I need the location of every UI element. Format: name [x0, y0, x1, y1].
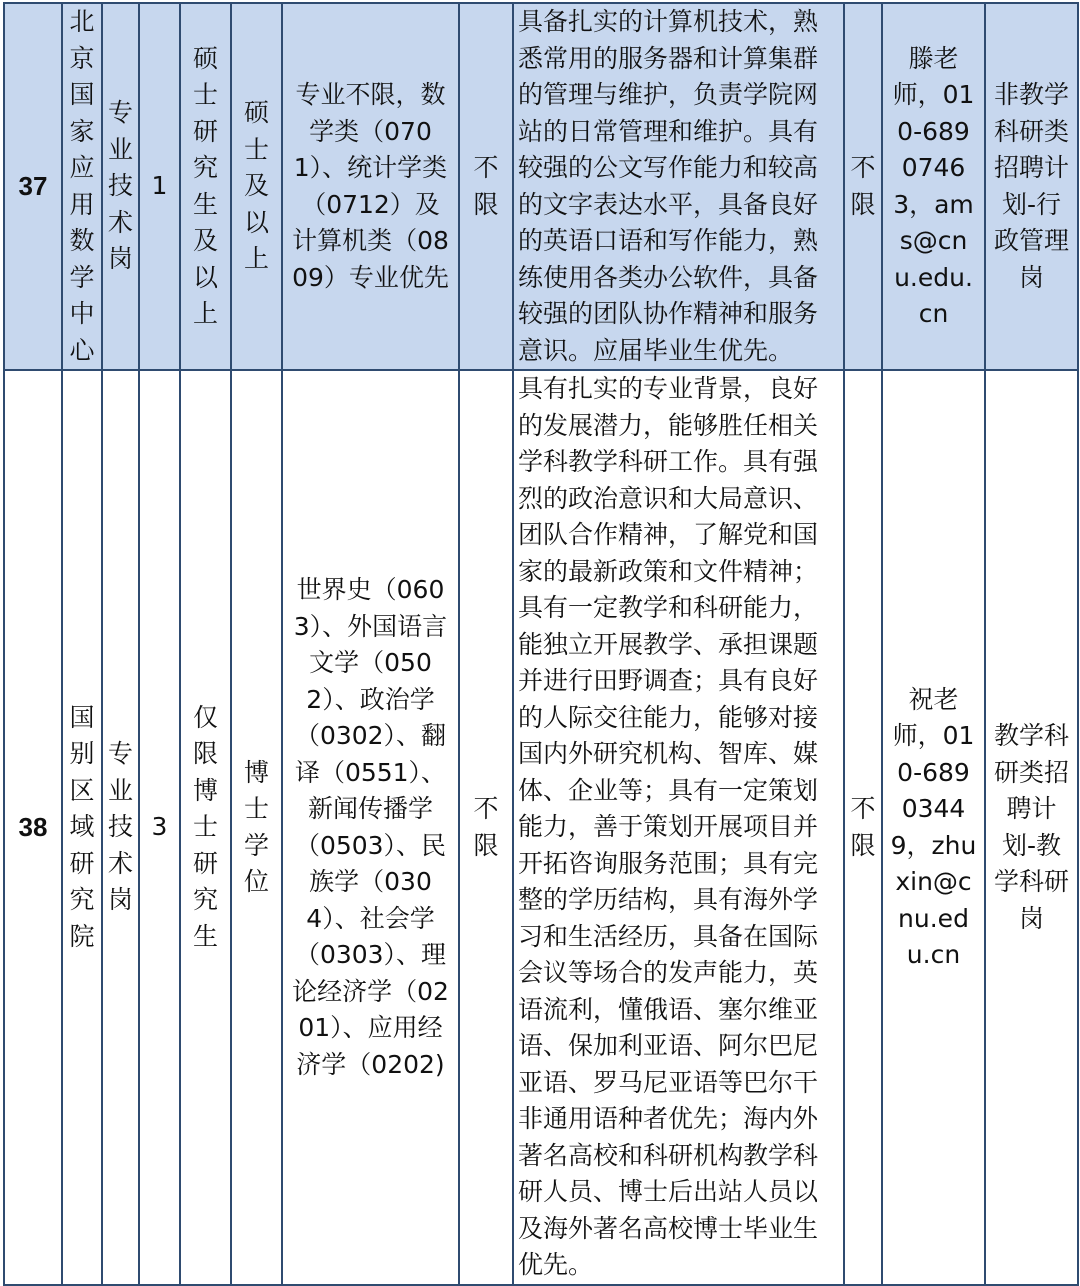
post-type-cell	[102, 370, 139, 1285]
degree-cell	[231, 370, 282, 1285]
major-text: 世界史（0603）、外国语言文学（0502）、政治学（0302）、翻译（0551）、新闻传播学（0503）、民族学（0304）、社会学（0303）、理论经济学（0201）、应用经济学（0202)	[292, 575, 449, 1079]
plan-text: 非教学科研类招聘计划-行政管理岗	[993, 80, 1069, 292]
degree-text: 硕士及以上	[243, 98, 269, 274]
education-cell	[180, 370, 231, 1285]
requirements-cell	[513, 3, 844, 370]
contact-text: 滕老师，010-68907463，ams@cnu.edu.cn	[892, 43, 975, 328]
row-number: 37	[4, 3, 62, 370]
other-cell	[844, 370, 882, 1285]
contact-cell	[882, 370, 985, 1285]
count-cell: 3	[139, 370, 180, 1285]
age-text: 不限	[473, 153, 499, 219]
unit-text: 国别区域研究院	[69, 702, 95, 951]
post-type-text: 专业技术岗	[107, 739, 133, 915]
other-cell	[844, 3, 882, 370]
major-cell	[282, 370, 459, 1285]
contact-text: 祝老师，010-68903449，zhuxin@cnu.edu.cn	[890, 684, 977, 969]
age-text: 不限	[473, 794, 499, 860]
recruitment-table	[3, 2, 1079, 1286]
other-text: 不限	[850, 794, 876, 860]
other-text: 不限	[850, 153, 876, 219]
requirements-text: 具备扎实的计算机技术，熟悉常用的服务器和计算集群的管理与维护，负责学院网站的日常管理和维护。具有较强的公文写作能力和较高的文字表达水平，具备良好的英语口语和写作能力，熟练使用各类办公软件，具备较强的团队协作精神和服务意识。应届毕业生优先。	[518, 7, 819, 365]
major-text: 专业不限，数学类（0701）、统计学类（0712）及计算机类（0809）专业优先	[292, 80, 449, 292]
age-cell	[459, 3, 513, 370]
count-cell: 1	[139, 3, 180, 370]
unit-cell	[62, 3, 102, 370]
plan-text: 教学科研类招聘计划-教学科研岗	[993, 721, 1069, 933]
post-type-cell	[102, 3, 139, 370]
table-row	[4, 3, 1078, 370]
contact-cell	[882, 3, 985, 370]
age-cell	[459, 370, 513, 1285]
degree-cell	[231, 3, 282, 370]
requirements-text: 具有扎实的专业背景，良好的发展潜力，能够胜任相关学科教学科研工作。具有强烈的政治意识和大局意识、团队合作精神，了解党和国家的最新政策和文件精神；具有一定教学和科研能力，能独立开展教学、承担课题并进行田野调查；具有良好的人际交往能力，能够对接国内外研究机构、智库、媒体、企业等；具有一定策划能力，善于策划开展项目并开拓咨询服务范围；具有完整的学历结构，具有海外学习和生活经历，具备在国际会议等场合的发声能力，英语流利，懂俄语、塞尔维亚语、保加利亚语、阿尔巴尼亚语、罗马尼亚语等巴尔干非通用语种者优先；海内外著名高校和科研机构教学科研人员、博士后出站人员以及海外著名高校博士毕业生优先。	[518, 374, 819, 1280]
unit-cell	[62, 370, 102, 1285]
education-cell	[180, 3, 231, 370]
education-text: 硕士研究生及以上	[192, 43, 218, 328]
table-row	[4, 370, 1078, 1285]
education-text: 仅限博士研究生	[192, 702, 218, 951]
row-number: 38	[4, 370, 62, 1285]
degree-text: 博士学位	[243, 757, 269, 896]
requirements-cell	[513, 370, 844, 1285]
major-cell	[282, 3, 459, 370]
post-type-text: 专业技术岗	[107, 98, 133, 274]
plan-cell	[985, 370, 1078, 1285]
unit-text: 北京国家应用数学中心	[69, 7, 95, 365]
plan-cell	[985, 3, 1078, 370]
